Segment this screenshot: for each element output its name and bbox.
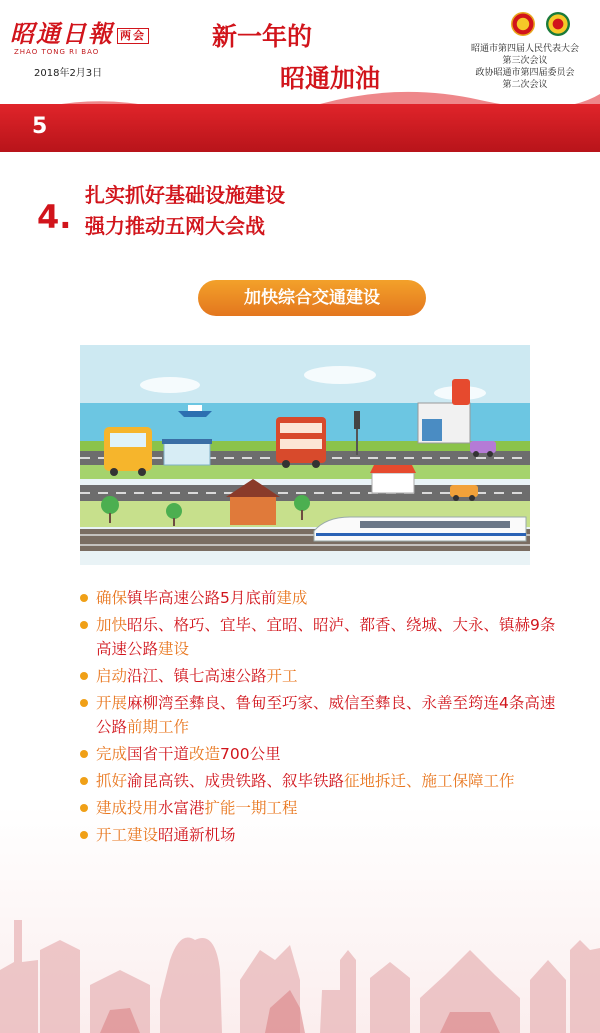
bullet-icon <box>80 672 88 680</box>
list-item: 抓好渝昆高铁、成贵铁路、叙毕铁路征地拆迁、施工保障工作 <box>80 769 560 793</box>
bullet-icon <box>80 594 88 602</box>
cppcc-emblem-icon <box>546 12 570 36</box>
red-banner <box>0 104 600 152</box>
headline-line-1: 新一年的 <box>212 22 313 51</box>
bullet-icon <box>80 621 88 629</box>
list-item: 完成国省干道改造700公里 <box>80 742 560 766</box>
double-decker-bus-icon <box>276 417 326 468</box>
transport-illustration <box>80 345 530 565</box>
headline-line-2: 昭通加油 <box>280 64 381 93</box>
section-number: 4. <box>37 198 72 236</box>
newspaper-masthead <box>10 20 160 79</box>
logo-subtitle: ZHAO TONG RI BAO <box>14 48 100 56</box>
section-title-line-1: 扎实抓好基础设施建设 <box>85 183 285 207</box>
list-item: 建成投用水富港扩能一期工程 <box>80 796 560 820</box>
logo-text: 昭通日報 <box>10 19 114 48</box>
list-item: 开工建设昭通新机场 <box>80 823 560 847</box>
meeting-line-4: 第二次会议 <box>502 80 548 90</box>
section-title-line-2: 强力推动五网大会战 <box>85 214 265 238</box>
bullet-icon <box>80 777 88 785</box>
headline <box>212 16 380 100</box>
list-item: 启动沿江、镇七高速公路开工 <box>80 664 560 688</box>
high-speed-train-icon <box>314 517 526 541</box>
bus-stop-icon <box>162 439 212 465</box>
subtopic-pill: 加快综合交通建设 <box>198 280 426 316</box>
project-list <box>80 586 560 850</box>
logo-badge: 两会 <box>117 28 149 44</box>
bullet-icon <box>80 750 88 758</box>
meeting-line-3: 政协昭通市第四届委员会 <box>475 68 575 78</box>
shop-icon <box>370 465 416 493</box>
issue-date: 2018年2月3日 <box>34 68 103 79</box>
page-number: 5 <box>32 114 48 139</box>
meeting-line-2: 第三次会议 <box>502 56 548 66</box>
national-emblem-icon <box>511 12 535 36</box>
bullet-icon <box>80 804 88 812</box>
list-item: 加快昭乐、格巧、宜毕、宜昭、昭泸、都香、绕城、大永、镇赫9条高速公路建设 <box>80 613 560 661</box>
section-title <box>85 180 285 242</box>
meeting-info <box>455 43 595 91</box>
emblems <box>508 12 573 40</box>
bullet-icon <box>80 831 88 839</box>
meeting-line-1: 昭通市第四届人民代表大会 <box>470 44 579 54</box>
newspaper-logo <box>10 20 160 48</box>
list-item: 确保镇毕高速公路5月底前建成 <box>80 586 560 610</box>
bus-icon <box>104 427 152 476</box>
list-item: 开展麻柳湾至彝良、鲁甸至巧家、威信至彝良、永善至筠连4条高速公路前期工作 <box>80 691 560 739</box>
bullet-icon <box>80 699 88 707</box>
city-skyline-decoration <box>0 890 600 1033</box>
